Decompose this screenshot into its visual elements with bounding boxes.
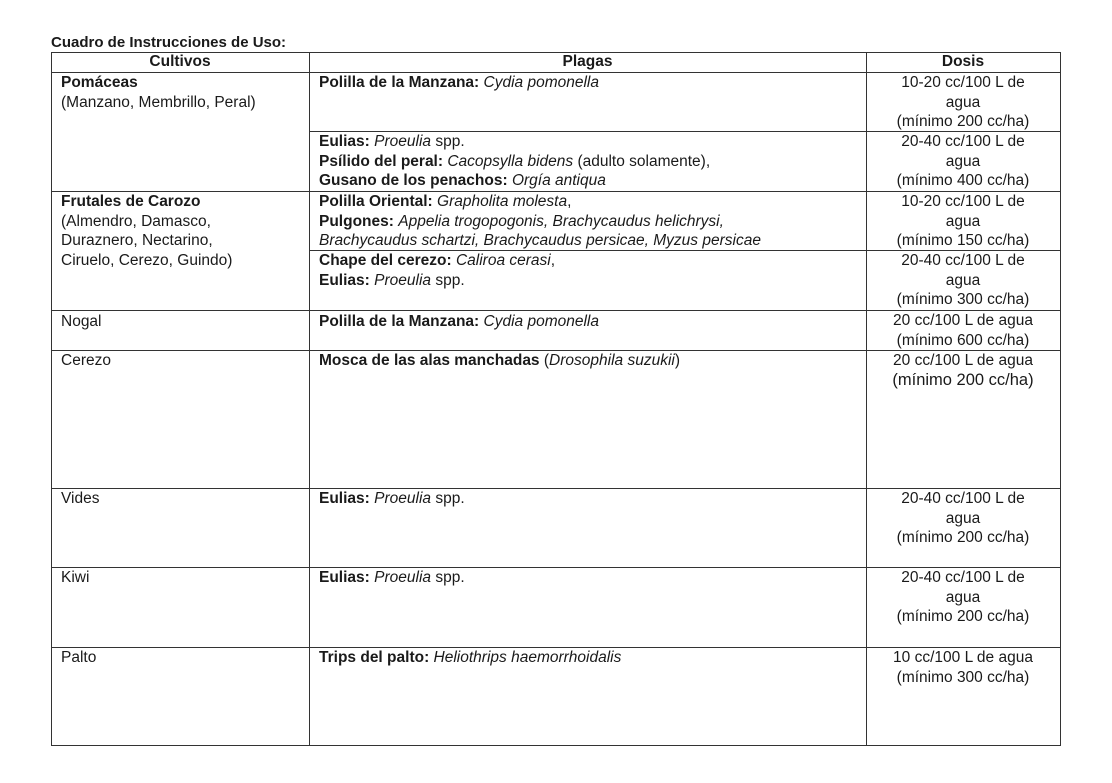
pest-species: Orgía antiqua bbox=[511, 172, 606, 190]
pest-cell bbox=[319, 73, 859, 93]
pest-suffix: spp. bbox=[435, 490, 465, 507]
pest-species: Appelia trogopogonis, Brachycaudus helichrysi, bbox=[398, 212, 724, 230]
dose-line: 20 cc/100 L de agua bbox=[893, 352, 1033, 369]
crop-detail: Ciruelo, Cerezo, Guindo) bbox=[61, 251, 233, 269]
crop-cell bbox=[61, 192, 306, 270]
pest-species: Heliothrips haemorrhoidalis bbox=[433, 649, 622, 666]
pest-cell bbox=[319, 192, 864, 251]
dose-line: 20-40 cc/100 L de bbox=[901, 252, 1025, 269]
pest-cell bbox=[319, 351, 859, 371]
pest-common-name: Eulias: bbox=[319, 271, 370, 289]
crop-cell: Cerezo bbox=[61, 352, 111, 369]
pest-species: Proeulia bbox=[374, 133, 432, 150]
pest-species: Cydia pomonella bbox=[483, 74, 599, 91]
dose-line: (mínimo 200 cc/ha) bbox=[896, 113, 1030, 131]
pest-species: Cacopsylla bidens bbox=[447, 152, 574, 170]
column-header-plagas: Plagas bbox=[562, 53, 613, 70]
pest-cell bbox=[319, 648, 859, 668]
pest-common-name: Eulias: bbox=[319, 133, 370, 150]
dose-line: 20 cc/100 L de agua bbox=[893, 312, 1033, 329]
pest-suffix: (adulto solamente), bbox=[577, 152, 711, 170]
dose-cell bbox=[866, 132, 1060, 191]
column-header-cultivos: Cultivos bbox=[149, 53, 211, 70]
dose-cell bbox=[866, 192, 1060, 251]
column-header-dosis: Dosis bbox=[941, 53, 985, 70]
crop-name: Pomáceas bbox=[61, 74, 138, 91]
dose-cell bbox=[866, 568, 1060, 627]
dose-line: 20-40 cc/100 L de bbox=[901, 569, 1025, 586]
pest-species: Proeulia bbox=[374, 569, 432, 586]
pest-suffix: spp. bbox=[435, 569, 465, 586]
dose-line: (mínimo 150 cc/ha) bbox=[896, 232, 1030, 250]
table-border-left bbox=[51, 52, 52, 746]
pest-common-name: Eulias: bbox=[319, 490, 370, 507]
pest-common-name: Polilla de la Manzana: bbox=[319, 74, 480, 91]
pest-species: Proeulia bbox=[374, 271, 432, 289]
dose-cell bbox=[866, 351, 1060, 390]
pest-species: Caliroa cerasi bbox=[455, 252, 551, 269]
pest-common-name: Polilla de la Manzana: bbox=[319, 313, 480, 330]
dose-line: (mínimo 400 cc/ha) bbox=[896, 172, 1030, 190]
pest-paren-close: ) bbox=[674, 352, 680, 369]
pest-cell bbox=[319, 251, 859, 290]
column-divider bbox=[309, 52, 310, 746]
table-border-right bbox=[1060, 52, 1061, 746]
pest-species: Cydia pomonella bbox=[483, 313, 599, 330]
crop-cell: Nogal bbox=[61, 313, 102, 330]
dose-line: 10 cc/100 L de agua bbox=[893, 649, 1033, 666]
dose-cell bbox=[866, 73, 1060, 132]
pest-paren-open: ( bbox=[543, 352, 550, 369]
dose-line: (mínimo 200 cc/ha) bbox=[896, 529, 1030, 547]
pest-common-name: Eulias: bbox=[319, 569, 370, 586]
dose-cell bbox=[866, 489, 1060, 548]
pest-suffix: , bbox=[567, 193, 572, 210]
pest-common-name: Pulgones: bbox=[319, 212, 394, 230]
dose-cell bbox=[866, 648, 1060, 687]
crop-detail: (Manzano, Membrillo, Peral) bbox=[61, 93, 256, 111]
dose-cell bbox=[866, 251, 1060, 310]
pest-suffix: spp. bbox=[435, 271, 465, 289]
usage-instructions-table bbox=[51, 52, 1061, 746]
dose-line: (mínimo 600 cc/ha) bbox=[896, 331, 1030, 349]
pest-suffix: , bbox=[550, 252, 556, 269]
dose-line: agua bbox=[945, 271, 981, 289]
dose-line: (mínimo 200 cc/ha) bbox=[896, 608, 1030, 626]
table-title: Cuadro de Instrucciones de Uso: bbox=[51, 34, 287, 51]
pest-common-name: Psílido del peral: bbox=[319, 152, 444, 170]
pest-common-name: Trips del palto: bbox=[319, 649, 430, 666]
pest-common-name: Mosca de las alas manchadas bbox=[319, 352, 540, 369]
crop-cell: Vides bbox=[61, 490, 100, 507]
crop-cell: Palto bbox=[61, 649, 97, 666]
dose-line: (mínimo 300 cc/ha) bbox=[896, 668, 1030, 686]
pest-common-name: Gusano de los penachos: bbox=[319, 172, 508, 190]
pest-species: Brachycaudus schartzi, Brachycaudus persicae, Myzus persicae bbox=[319, 232, 761, 250]
pest-common-name: Polilla Oriental: bbox=[319, 193, 433, 210]
pest-cell bbox=[319, 312, 859, 332]
pest-cell bbox=[319, 132, 859, 191]
dose-line: 20-40 cc/100 L de bbox=[901, 133, 1025, 150]
dose-line: agua bbox=[945, 509, 981, 527]
dose-line: agua bbox=[945, 588, 981, 606]
pest-cell bbox=[319, 568, 859, 588]
dose-line: 10-20 cc/100 L de bbox=[901, 193, 1025, 210]
pest-species: Drosophila suzukii bbox=[549, 352, 675, 369]
crop-cell bbox=[61, 73, 306, 112]
pest-species: Proeulia bbox=[374, 490, 432, 507]
dose-line: (mínimo 200 cc/ha) bbox=[892, 370, 1034, 389]
dose-line: (mínimo 300 cc/ha) bbox=[896, 291, 1030, 309]
pest-suffix: spp. bbox=[435, 133, 465, 150]
crop-detail: (Almendro, Damasco, bbox=[61, 212, 211, 230]
crop-detail: Duraznero, Nectarino, bbox=[61, 232, 213, 250]
pest-cell bbox=[319, 489, 859, 509]
dose-cell bbox=[866, 311, 1060, 350]
dose-line: 20-40 cc/100 L de bbox=[901, 490, 1025, 507]
dose-line: agua bbox=[945, 152, 981, 170]
crop-cell: Kiwi bbox=[61, 569, 90, 586]
dose-line: 10-20 cc/100 L de bbox=[901, 74, 1025, 91]
dose-line: agua bbox=[945, 212, 981, 230]
dose-line: agua bbox=[945, 93, 981, 111]
pest-common-name: Chape del cerezo: bbox=[319, 252, 452, 269]
table-border-bottom bbox=[51, 745, 1061, 746]
pest-species: Grapholita molesta bbox=[437, 193, 568, 210]
crop-name: Frutales de Carozo bbox=[61, 193, 201, 210]
